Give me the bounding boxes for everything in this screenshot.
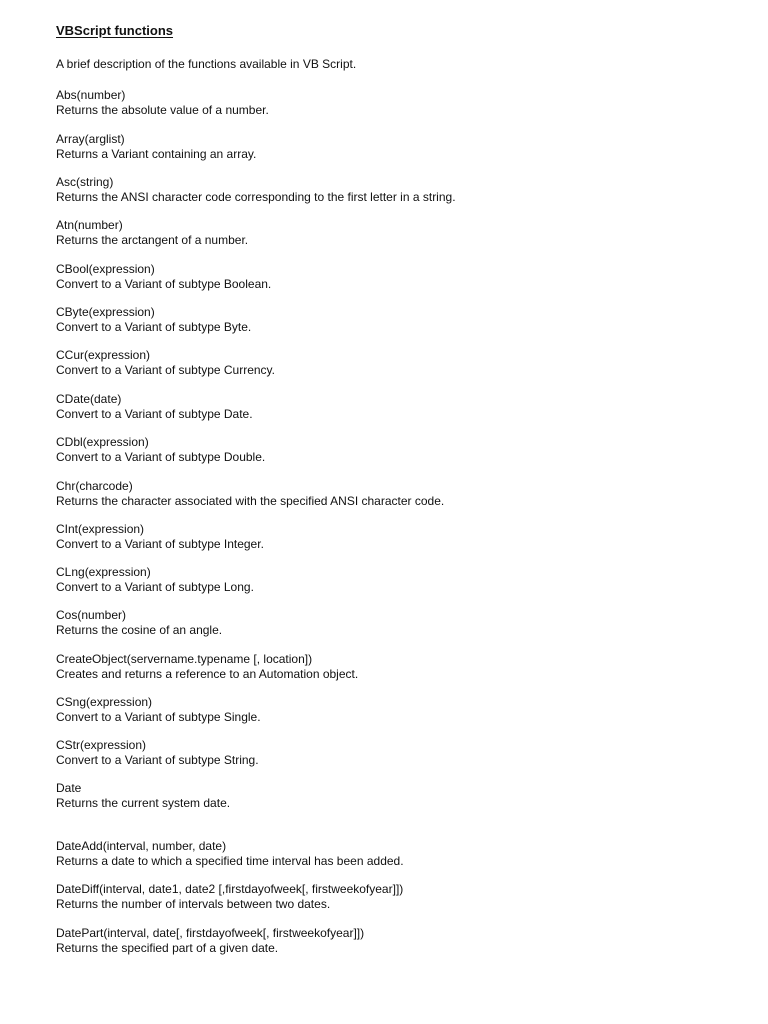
- function-signature: CByte(expression): [56, 305, 155, 319]
- function-signature: CLng(expression): [56, 565, 151, 579]
- function-description: Convert to a Variant of subtype Currency.: [56, 362, 275, 377]
- function-description: Creates and returns a reference to an Automation object.: [56, 666, 359, 681]
- function-description: Returns a Variant containing an array.: [56, 146, 257, 161]
- function-description: Convert to a Variant of subtype String.: [56, 752, 259, 767]
- function-entry: [56, 839, 404, 868]
- function-description: Returns the absolute value of a number.: [56, 102, 269, 117]
- function-entry: [56, 738, 259, 767]
- function-description: Convert to a Variant of subtype Date.: [56, 406, 253, 421]
- function-entry: [56, 348, 275, 377]
- function-signature: Cos(number): [56, 608, 127, 622]
- function-entry: [56, 565, 254, 594]
- function-description: Convert to a Variant of subtype Single.: [56, 709, 261, 724]
- function-signature: CBool(expression): [56, 262, 155, 276]
- function-description: Convert to a Variant of subtype Long.: [56, 579, 254, 594]
- function-entry: [56, 695, 261, 724]
- function-signature: DateDiff(interval, date1, date2 [,firstdayofweek[, firstweekofyear]]): [56, 882, 404, 896]
- function-entry: [56, 88, 269, 117]
- function-entry: [56, 218, 248, 247]
- function-signature: CDate(date): [56, 392, 122, 406]
- document-intro: A brief description of the functions available in VB Script.: [56, 57, 357, 71]
- function-signature: CreateObject(servername.typename [, location]): [56, 652, 313, 666]
- function-description: Returns the ANSI character code corresponding to the first letter in a string.: [56, 189, 456, 204]
- function-entry: [56, 392, 253, 421]
- function-signature: Asc(string): [56, 175, 114, 189]
- function-description: Returns the cosine of an angle.: [56, 622, 223, 637]
- function-description: Returns the number of intervals between two dates.: [56, 896, 331, 911]
- function-entry: [56, 175, 456, 204]
- function-entry: [56, 882, 403, 911]
- function-signature: CDbl(expression): [56, 435, 149, 449]
- function-entry: [56, 652, 358, 681]
- document-title: VBScript functions: [56, 23, 174, 38]
- function-description: Convert to a Variant of subtype Integer.: [56, 536, 264, 551]
- function-description: Convert to a Variant of subtype Double.: [56, 449, 266, 464]
- function-entry: [56, 608, 222, 637]
- function-entry: [56, 522, 264, 551]
- function-entry: [56, 262, 271, 291]
- function-signature: Chr(charcode): [56, 479, 133, 493]
- function-entry: [56, 132, 256, 161]
- function-description: Returns a date to which a specified time interval has been added.: [56, 853, 404, 868]
- function-entry: [56, 305, 251, 334]
- function-description: Convert to a Variant of subtype Byte.: [56, 319, 252, 334]
- function-signature: CSng(expression): [56, 695, 153, 709]
- function-description: Returns the arctangent of a number.: [56, 232, 249, 247]
- function-signature: CInt(expression): [56, 522, 145, 536]
- function-description: Returns the current system date.: [56, 795, 231, 810]
- function-description: Convert to a Variant of subtype Boolean.: [56, 276, 272, 291]
- function-entry: [56, 435, 265, 464]
- function-entry: [56, 781, 230, 810]
- function-signature: Atn(number): [56, 218, 123, 232]
- function-entry: [56, 479, 444, 508]
- function-signature: Date: [56, 781, 82, 795]
- function-signature: Array(arglist): [56, 132, 125, 146]
- document-page: [56, 0, 748, 1024]
- function-entry: [56, 926, 364, 955]
- function-signature: DateAdd(interval, number, date): [56, 839, 227, 853]
- function-description: Returns the character associated with the specified ANSI character code.: [56, 493, 445, 508]
- function-signature: DatePart(interval, date[, firstdayofweek[, firstweekofyear]]): [56, 926, 365, 940]
- function-signature: CCur(expression): [56, 348, 151, 362]
- function-signature: CStr(expression): [56, 738, 147, 752]
- function-description: Returns the specified part of a given date.: [56, 940, 279, 955]
- function-signature: Abs(number): [56, 88, 126, 102]
